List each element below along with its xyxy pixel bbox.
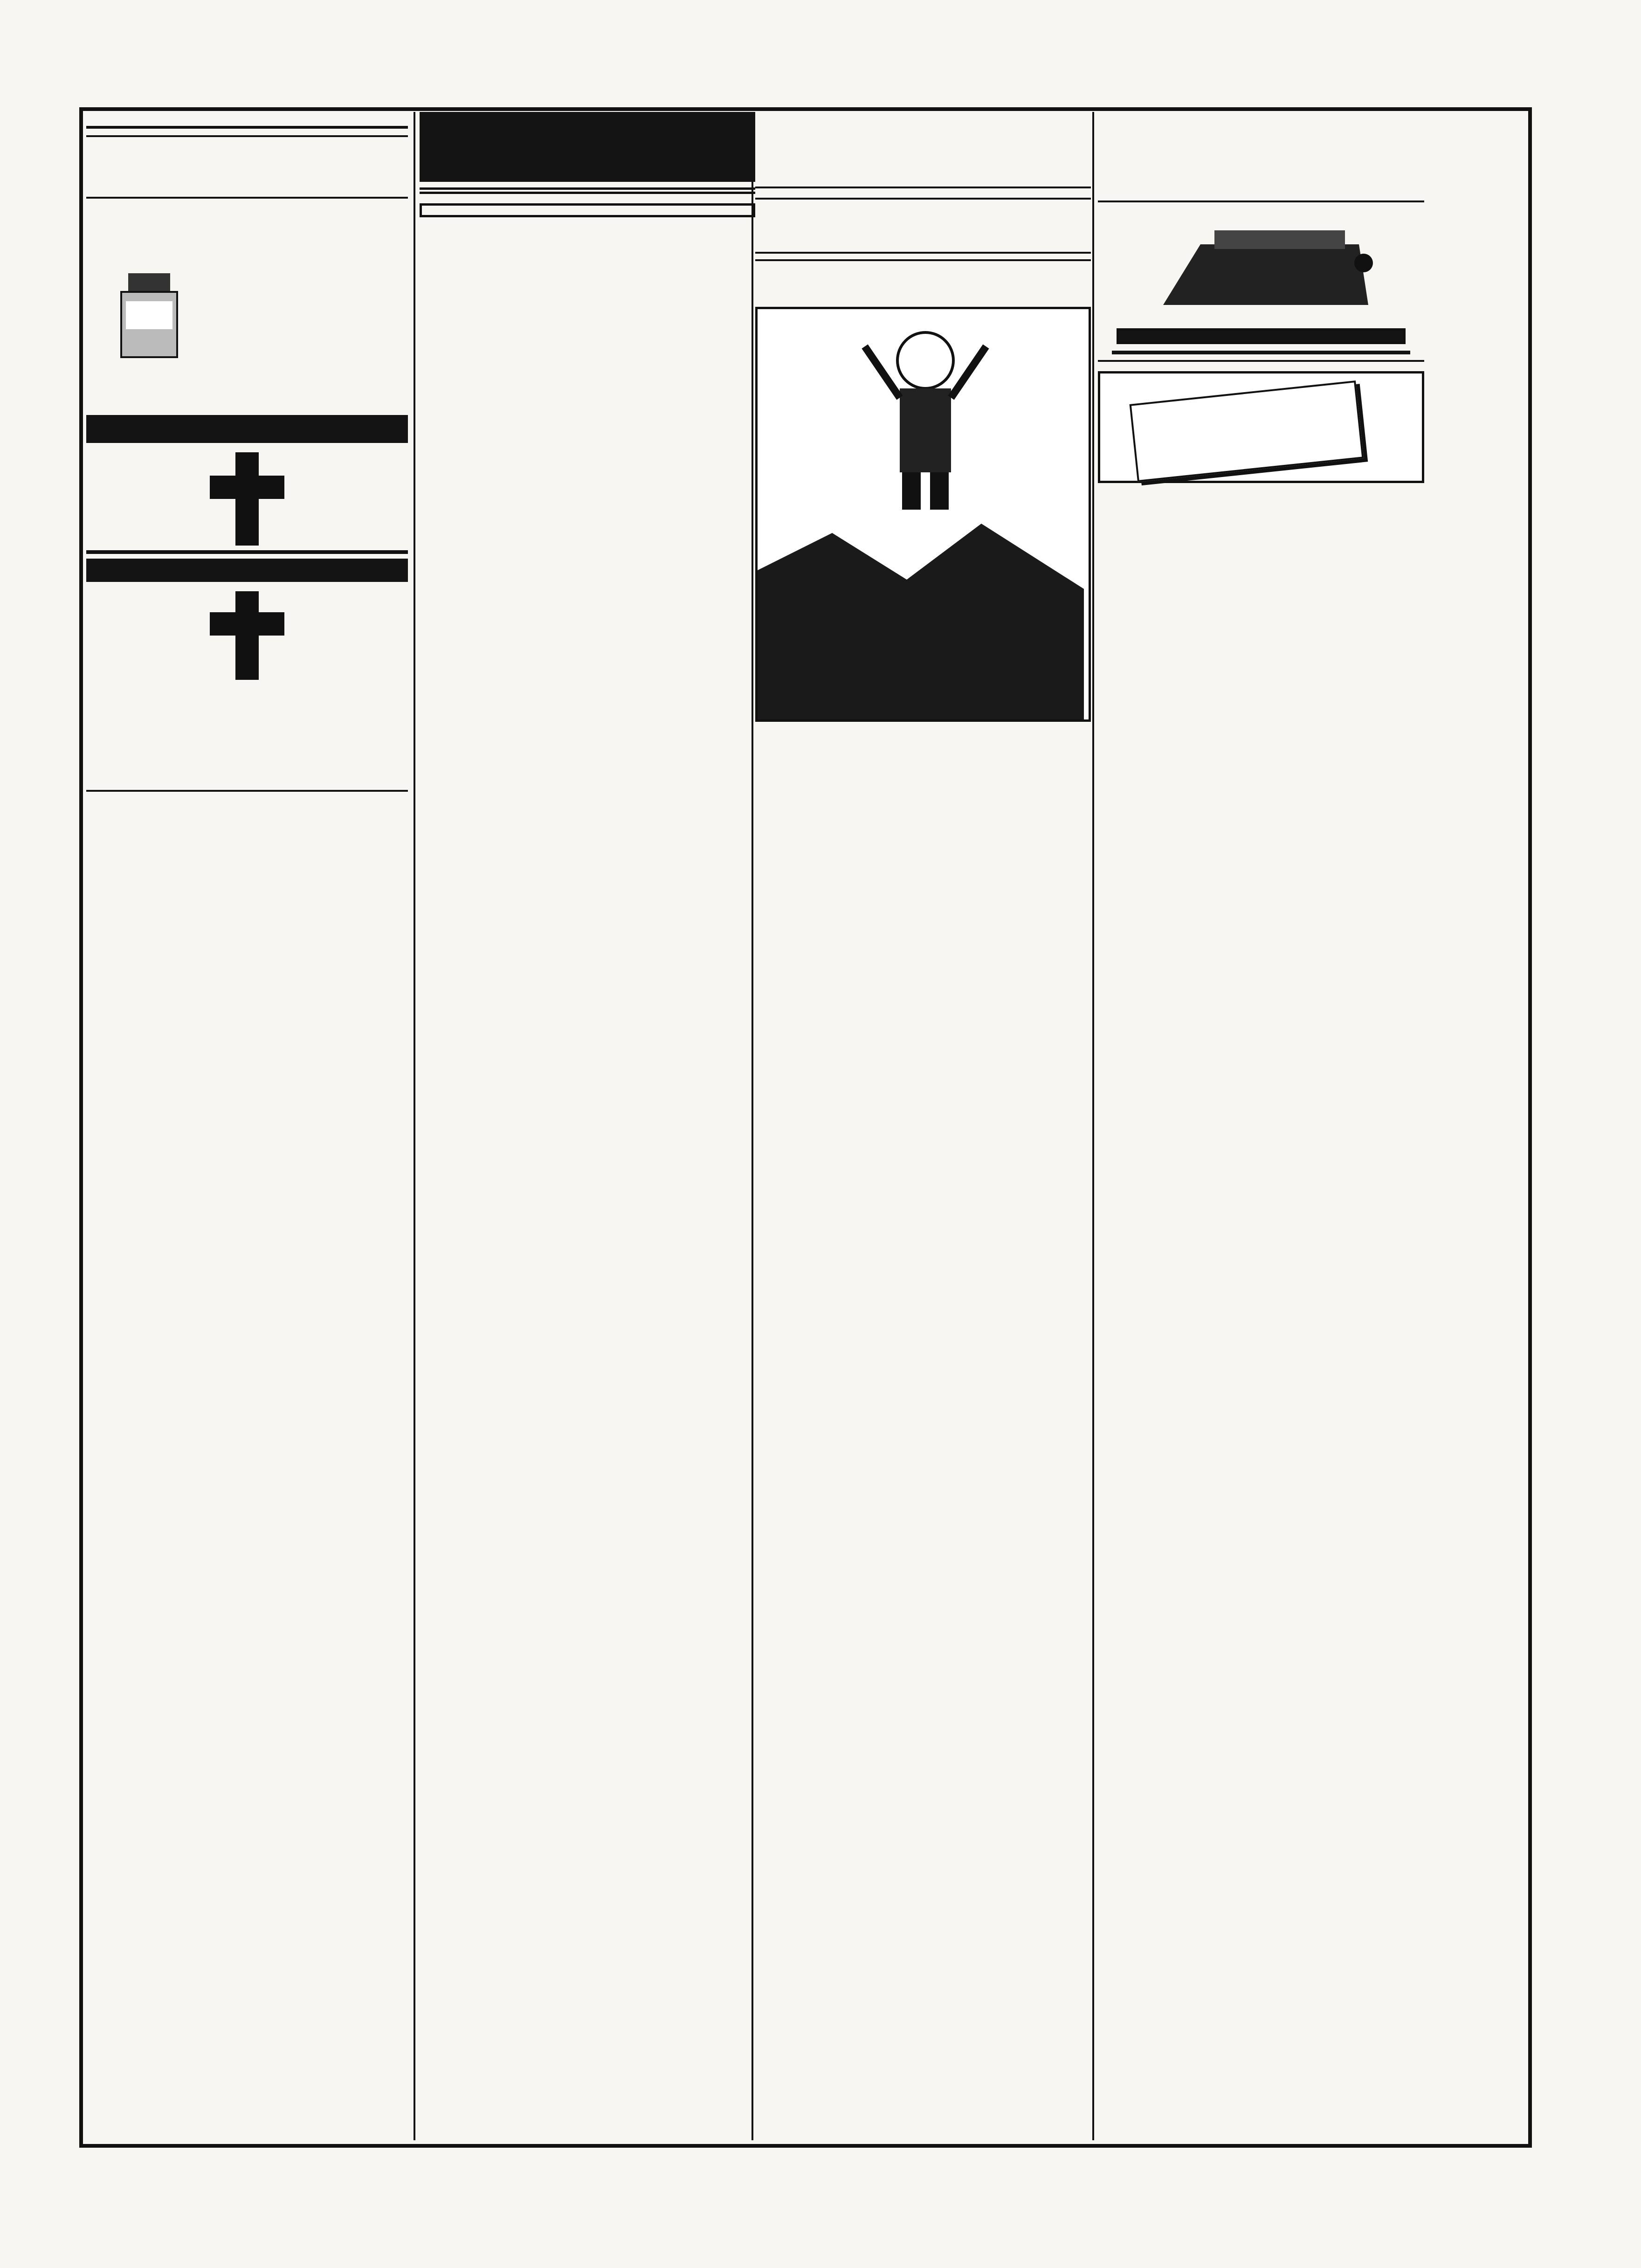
column-crossword: [1098, 112, 1424, 2140]
cross-icon: [210, 591, 284, 680]
column-bolsa: [755, 112, 1091, 2140]
divider: [1098, 201, 1424, 202]
notice2-name-wrap: [86, 685, 408, 783]
notice1-agency: [86, 550, 408, 554]
happy-man-illustration-icon: [855, 318, 995, 514]
carpet-ad-title-wrap: [86, 143, 408, 194]
casa-boavista-ad: [1098, 371, 1424, 483]
boavista-label: [1130, 380, 1364, 482]
cologne-bottle-icon: [114, 269, 184, 362]
arithmos-firm: [1112, 351, 1410, 354]
arithmos-brand: [1117, 328, 1406, 344]
plastrip-ad: [420, 203, 755, 217]
divider: [755, 259, 1091, 261]
column-divider: [1092, 112, 1094, 2140]
divider: [420, 187, 755, 194]
column-divider: [414, 112, 415, 2140]
notice2-agency: [86, 790, 408, 795]
calculator-illustration-icon: [1145, 212, 1378, 324]
dana-ad: [86, 199, 408, 404]
mountain-backdrop-icon: [758, 514, 1084, 719]
page-header: [70, 56, 1562, 112]
black-band: [86, 415, 408, 443]
divider: [86, 135, 408, 137]
festa-title-wrap: [755, 267, 1091, 300]
boavista-line1: [1132, 394, 1355, 417]
luto-title: [86, 112, 408, 129]
masthead-banner: [420, 112, 755, 182]
boavista-line2: [1132, 394, 1355, 417]
divider: [1098, 360, 1424, 362]
column-weather-radio: [420, 112, 755, 2140]
black-band: [86, 559, 408, 582]
cross-icon: [210, 452, 284, 546]
gerem-ad: [755, 307, 1091, 722]
bolsa-title: [755, 187, 1091, 188]
column-obituaries: [86, 112, 408, 2140]
burnay-ad: [755, 198, 1091, 254]
